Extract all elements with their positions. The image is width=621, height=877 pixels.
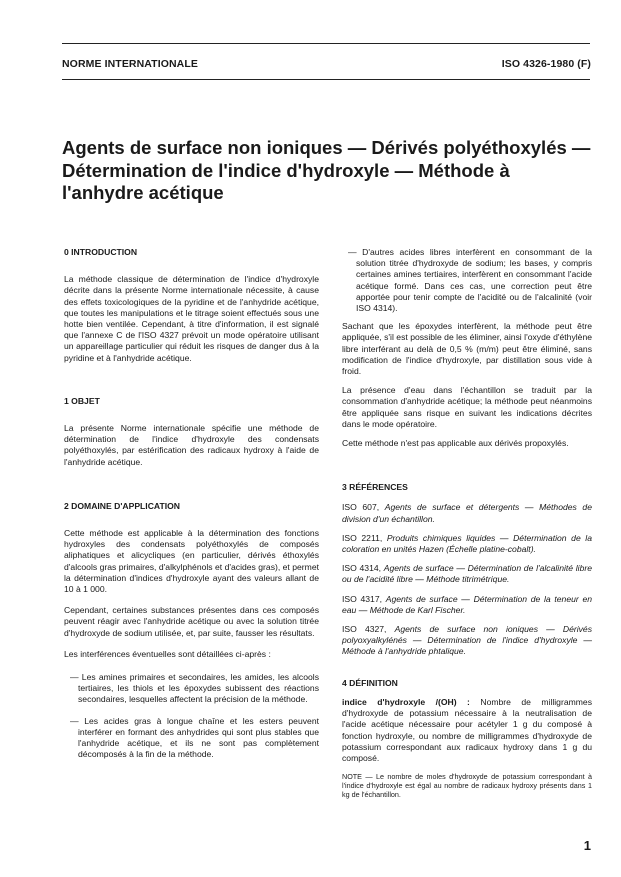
reference-code: ISO 4327,	[342, 624, 387, 635]
section-heading-objet: 1 OBJET	[64, 395, 100, 406]
definition-text: Nombre de milligrammes d'hydroxyde de potassium nécessaire à la neutralisation de l'acide acétique nécessaire pour acétyler 1 g du composé à fonction hydroxyle, ou nombre de milligrammes d'hydroxyde de potassium correspondant aux radicaux hydroxy dans 1 g du composé.	[342, 696, 592, 763]
reference-title: Agents de surface — Détermination de l'alcalinité libre ou de l'acidité libre — Méthode titrimétrique.	[342, 563, 592, 585]
header-standard-type: NORME INTERNATIONALE	[62, 58, 198, 70]
intro-paragraph: La méthode classique de détermination de l'indice d'hydroxyle décrite dans la présente Norme internationale nécessite, à cause des effets toxicologiques de la pyridine et de l'anhydride acétique, que toutes les manipulations et le titrage soient effectués sous une hotte bien ventilée. Cependant, à titre d'information, il est signalé que l'annexe C de l'ISO 4327 prévoit un mode opératoire utilisant un appareillage particulier qui réduit les risques de danger dus à la pyridine et à l'anhydride acétique.	[64, 274, 319, 363]
domaine-paragraph-4: Sachant que les époxydes interfèrent, la méthode peut être appliquée, s'il est possible de les éliminer, ainsi l'oxyde d'éthylène libre interférant au delà de 0,5 % (m/m) peut être éliminé, sans modification de l'indice d'hydroxyle, par distillation sous vide à froid.	[342, 321, 592, 377]
definition-term: indice d'hydroxyle /(OH) :	[342, 696, 470, 707]
reference-item	[342, 563, 592, 585]
reference-item	[342, 594, 592, 616]
section-heading-references: 3 RÉFÉRENCES	[342, 482, 408, 493]
reference-item	[342, 624, 592, 658]
left-column	[64, 247, 319, 761]
reference-code: ISO 4317,	[342, 593, 383, 604]
domaine-paragraph-2: Cependant, certaines substances présentes dans ces composés peuvent réagir avec l'anhydride acétique ou avec la solution titrée d'hydroxyde de sodium utilisée, et, par suite, fausser les résultats.	[64, 605, 319, 638]
domaine-paragraph-1: Cette méthode est applicable à la détermination des fonctions hydroxyles des condensats polyéthoxylés de composés aliphatiques et alicycliques (en particulier, dérivés éthoxylés d'alcools gras primaires, d'alkylphénols et d'acides gras), et permet la détermination d'indices d'hydroxyle ayant des valeurs allant de 10 à 1 000.	[64, 528, 319, 595]
references-list	[342, 502, 592, 657]
reference-code: ISO 4314,	[342, 563, 382, 574]
right-column	[342, 247, 592, 799]
objet-paragraph: La présente Norme internationale spécifie une méthode de détermination de l'indice d'hydroxyle des condensats polyéthoxylés, par estérification des radicaux hydroxy à l'aide de l'anhydride acétique.	[64, 423, 319, 467]
document-title: Agents de surface non ioniques — Dérivés polyéthoxylés — Détermination de l'indice d'hydroxyle — Méthode à l'anhydre acétique	[62, 137, 591, 203]
section-heading-introduction: 0 INTRODUCTION	[64, 247, 138, 257]
domaine-paragraph-5: La présence d'eau dans l'échantillon se traduit par la consommation d'anhydride acétique; la méthode peut néanmoins être appliquée sans risque en suivant les indications décrites dans le mode opératoire.	[342, 385, 592, 429]
interference-item-acides-libres: — D'autres acides libres interfèrent en consommant de la solution titrée d'hydroxyde de sodium; les bases, y compris certaines amines tertiaires, interfèrent en consommant l'acide acétique formé. Dans ces cas, une correction peut être apportée pour tenir compte de l'acidité ou de l'alcalinité (voir ISO 4314).	[348, 247, 592, 314]
reference-title: Produits chimiques liquides — Détermination de la coloration en unités Hazen (Échelle platine-cobalt).	[342, 532, 592, 555]
header-standard-number: ISO 4326-1980 (F)	[501, 58, 591, 70]
definition-paragraph	[342, 697, 592, 764]
page-number: 1	[583, 838, 591, 853]
interference-item-acides-gras: — Les acides gras à longue chaîne et les esters peuvent interférer en formant des anhydrides qui sont plus stables que l'anhydride acétique, et ils ne sont pas complètement décomposés à la fin de la méthode.	[70, 715, 319, 760]
reference-title: Agents de surface et détergents — Méthodes de division d'un échantillon.	[342, 502, 592, 524]
section-heading-definition: 4 DÉFINITION	[342, 677, 398, 688]
reference-title: Agents de surface — Détermination de la teneur en eau — Méthode de Karl Fischer.	[342, 593, 593, 615]
domaine-paragraph-6: Cette méthode n'est pas applicable aux dérivés propoxylés.	[342, 438, 569, 449]
reference-item	[342, 502, 592, 524]
reference-item	[342, 533, 592, 555]
reference-code: ISO 607,	[342, 502, 380, 513]
domaine-paragraph-3: Les interférences éventuelles sont détaillées ci-après :	[64, 648, 271, 659]
definition-note: NOTE — Le nombre de moles d'hydroxyde de potassium correspondant à l'indice d'hydroxyle est égal au nombre de radicaux hydroxy présents dans 1 kg de l'échantillon.	[342, 772, 592, 800]
section-heading-domaine: 2 DOMAINE D'APPLICATION	[64, 500, 180, 511]
reference-title: Agents de surface non ioniques — Dérivés polyoxyalkylénés — Détermination de l'indice d'hydroxyle — Méthode à l'anhydride phtalique.	[342, 624, 592, 657]
interference-item-amines: — Les amines primaires et secondaires, les amides, les alcools tertiaires, les thiols et les époxydes subissent des réactions secondaires, lesquelles affectent la précision de la méthode.	[70, 672, 319, 705]
reference-code: ISO 2211,	[342, 532, 383, 543]
top-rule	[62, 43, 590, 44]
header-rule	[62, 79, 590, 80]
